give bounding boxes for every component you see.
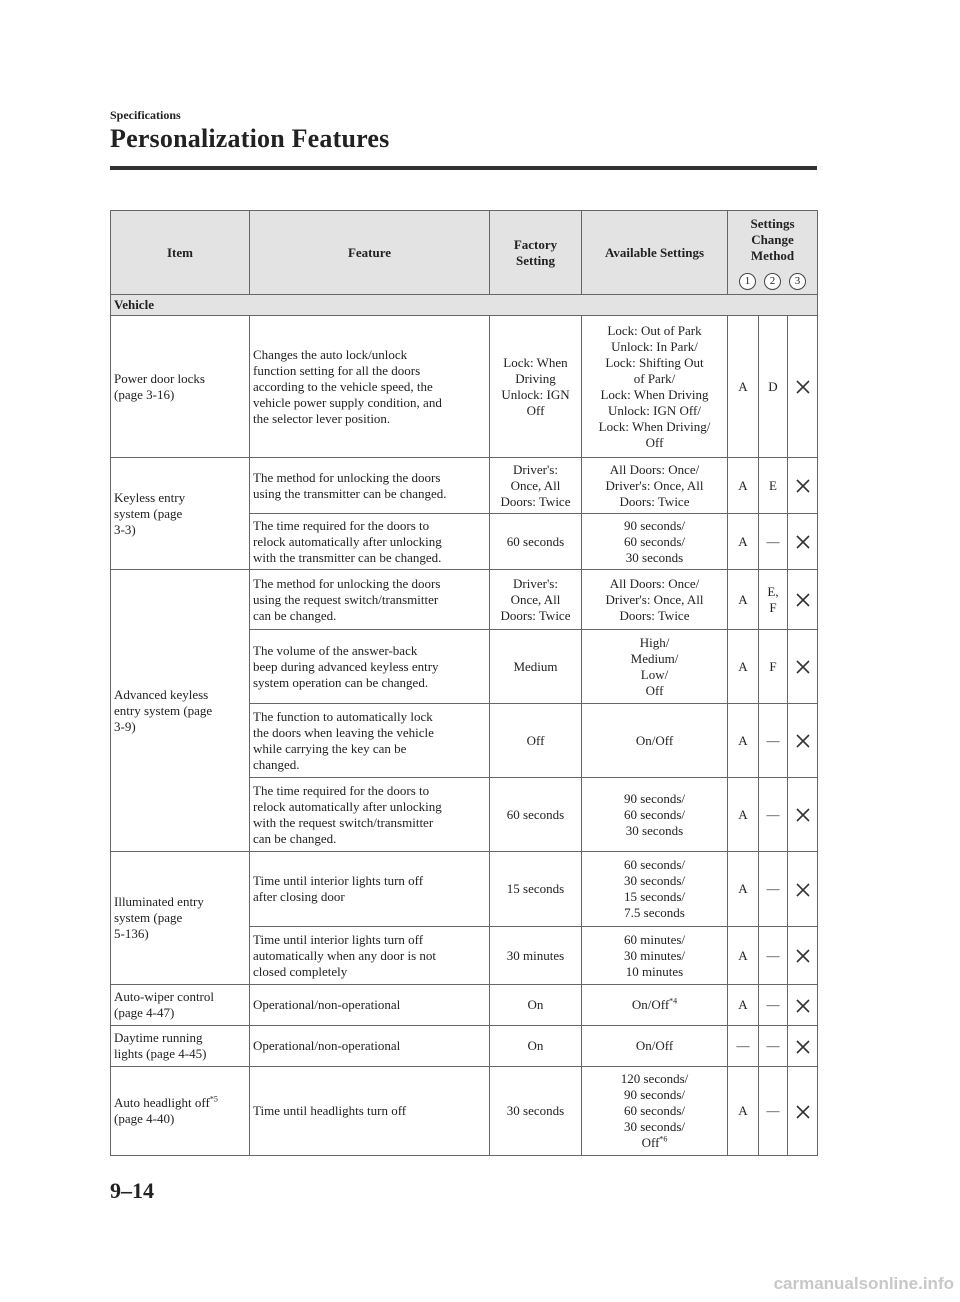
method-2-cell: E, F <box>759 570 788 630</box>
table-row <box>111 458 818 514</box>
method-1-cell: A <box>728 778 759 852</box>
item-cell: Advanced keyless entry system (page 3-9) <box>111 570 250 852</box>
method-1-circle: 1 <box>739 273 756 290</box>
item-cell: Power door locks (page 3-16) <box>111 316 250 458</box>
method-2-cell: — <box>759 1026 788 1067</box>
x-mark-icon <box>795 1104 811 1120</box>
method-2-cell: — <box>759 514 788 570</box>
method-2-cell: — <box>759 927 788 985</box>
table-row <box>111 316 818 458</box>
method-3-cell <box>788 514 818 570</box>
method-3-cell <box>788 570 818 630</box>
method-1-cell: A <box>728 514 759 570</box>
factory-cell: 30 seconds <box>490 1067 582 1156</box>
method-3-circle: 3 <box>789 273 806 290</box>
item-text: Auto headlight off <box>114 1095 210 1110</box>
x-mark-icon <box>795 882 811 898</box>
method-1-cell: A <box>728 458 759 514</box>
item-cell: Keyless entry system (page 3-3) <box>111 458 250 570</box>
available-text: On/Off <box>631 997 670 1012</box>
factory-cell: 60 seconds <box>490 514 582 570</box>
available-cell: 90 seconds/ 60 seconds/ 30 seconds <box>582 514 728 570</box>
method-1-cell: A <box>728 985 759 1026</box>
method-2-cell: — <box>759 852 788 927</box>
x-mark-icon <box>795 534 811 550</box>
factory-cell: Driver's: Once, All Doors: Twice <box>490 570 582 630</box>
page-number: 9–14 <box>110 1178 154 1203</box>
x-mark-icon <box>795 379 811 395</box>
available-cell <box>582 1067 728 1156</box>
available-cell: On/Off <box>582 1026 728 1067</box>
feature-cell: Time until headlights turn off <box>250 1067 490 1156</box>
x-mark-icon <box>795 1039 811 1055</box>
header-settings-change-method: Settings Change Method <box>728 211 818 269</box>
method-3-cell <box>788 852 818 927</box>
item-cell: Daytime running lights (page 4-45) <box>111 1026 250 1067</box>
table-row <box>111 852 818 927</box>
method-2-cell: F <box>759 630 788 704</box>
x-mark-icon <box>795 948 811 964</box>
method-3-cell <box>788 927 818 985</box>
method-2-circle: 2 <box>764 273 781 290</box>
method-3-cell <box>788 1067 818 1156</box>
method-1-cell: A <box>728 1067 759 1156</box>
available-cell <box>582 985 728 1026</box>
feature-cell: Time until interior lights turn off automatically when any door is not closed completely <box>250 927 490 985</box>
method-3-cell <box>788 985 818 1026</box>
available-cell: On/Off <box>582 704 728 778</box>
factory-cell: 15 seconds <box>490 852 582 927</box>
feature-cell: Time until interior lights turn off after closing door <box>250 852 490 927</box>
x-mark-icon <box>795 733 811 749</box>
method-1-cell: A <box>728 704 759 778</box>
factory-cell: Off <box>490 704 582 778</box>
table-row <box>111 985 818 1026</box>
factory-cell: 30 minutes <box>490 927 582 985</box>
method-number-row <box>728 269 818 295</box>
method-2-cell: D <box>759 316 788 458</box>
method-3-cell <box>788 778 818 852</box>
method-1-cell: A <box>728 927 759 985</box>
method-2-cell: — <box>759 985 788 1026</box>
header-available-settings: Available Settings <box>582 211 728 295</box>
method-2-cell: E <box>759 458 788 514</box>
method-2-cell: — <box>759 1067 788 1156</box>
x-mark-icon <box>795 592 811 608</box>
feature-cell: Operational/non-operational <box>250 1026 490 1067</box>
method-1-cell: A <box>728 316 759 458</box>
available-cell: Lock: Out of Park Unlock: In Park/ Lock: Shifting Out of Park/ Lock: When Driving Unlock: IGN Off/ Lock: When Driving/ Off <box>582 316 728 458</box>
factory-cell: Driver's: Once, All Doors: Twice <box>490 458 582 514</box>
item-cell: Auto-wiper control (page 4-47) <box>111 985 250 1026</box>
feature-cell: The method for unlocking the doors using the transmitter can be changed. <box>250 458 490 514</box>
available-cell: All Doors: Once/ Driver's: Once, All Doors: Twice <box>582 458 728 514</box>
page-title: Personalization Features <box>110 124 390 153</box>
available-cell: High/ Medium/ Low/ Off <box>582 630 728 704</box>
footnote-marker: *5 <box>209 1094 218 1104</box>
available-text: 120 seconds/ 90 seconds/ 60 seconds/ 30 seconds/ Off <box>620 1071 689 1150</box>
feature-cell: Changes the auto lock/unlock function setting for all the doors according to the vehicle speed, the vehicle power supply condition, and the selector lever position. <box>250 316 490 458</box>
method-2-cell: — <box>759 778 788 852</box>
method-3-cell <box>788 316 818 458</box>
footnote-marker: *4 <box>669 996 678 1006</box>
x-mark-icon <box>795 659 811 675</box>
feature-cell: The time required for the doors to relock automatically after unlocking with the transmitter can be changed. <box>250 514 490 570</box>
available-cell: 60 seconds/ 30 seconds/ 15 seconds/ 7.5 seconds <box>582 852 728 927</box>
header-item: Item <box>111 211 250 295</box>
header-feature: Feature <box>250 211 490 295</box>
method-3-cell <box>788 704 818 778</box>
feature-cell: Operational/non-operational <box>250 985 490 1026</box>
category-vehicle: Vehicle <box>111 295 818 316</box>
item-cell <box>111 1067 250 1156</box>
footnote-marker: *6 <box>659 1134 668 1144</box>
feature-cell: The function to automatically lock the doors when leaving the vehicle while carrying the key can be changed. <box>250 704 490 778</box>
method-3-cell <box>788 630 818 704</box>
method-1-cell: — <box>728 1026 759 1067</box>
item-page-ref: (page 4-40) <box>114 1111 175 1126</box>
method-2-cell: — <box>759 704 788 778</box>
section-label: Specifications <box>110 108 181 122</box>
feature-cell: The method for unlocking the doors using the request switch/transmitter can be changed. <box>250 570 490 630</box>
feature-cell: The time required for the doors to relock automatically after unlocking with the request switch/transmitter can be changed. <box>250 778 490 852</box>
factory-cell: On <box>490 985 582 1026</box>
available-cell: 90 seconds/ 60 seconds/ 30 seconds <box>582 778 728 852</box>
personalization-features-table <box>110 210 818 1156</box>
item-cell: Illuminated entry system (page 5-136) <box>111 852 250 985</box>
method-1-cell: A <box>728 852 759 927</box>
table-row <box>111 1067 818 1156</box>
method-1-cell: A <box>728 630 759 704</box>
method-3-cell <box>788 458 818 514</box>
available-cell: 60 minutes/ 30 minutes/ 10 minutes <box>582 927 728 985</box>
factory-cell: 60 seconds <box>490 778 582 852</box>
available-cell: All Doors: Once/ Driver's: Once, All Doors: Twice <box>582 570 728 630</box>
x-mark-icon <box>795 478 811 494</box>
factory-cell: Medium <box>490 630 582 704</box>
table-row <box>111 1026 818 1067</box>
x-mark-icon <box>795 998 811 1014</box>
method-3-cell <box>788 1026 818 1067</box>
method-1-cell: A <box>728 570 759 630</box>
watermark: carmanualsonline.info <box>773 1274 954 1293</box>
factory-cell: Lock: When Driving Unlock: IGN Off <box>490 316 582 458</box>
title-divider <box>110 166 817 170</box>
x-mark-icon <box>795 807 811 823</box>
factory-cell: On <box>490 1026 582 1067</box>
table-row <box>111 570 818 630</box>
feature-cell: The volume of the answer-back beep during advanced keyless entry system operation can be changed. <box>250 630 490 704</box>
header-factory-setting: Factory Setting <box>490 211 582 295</box>
